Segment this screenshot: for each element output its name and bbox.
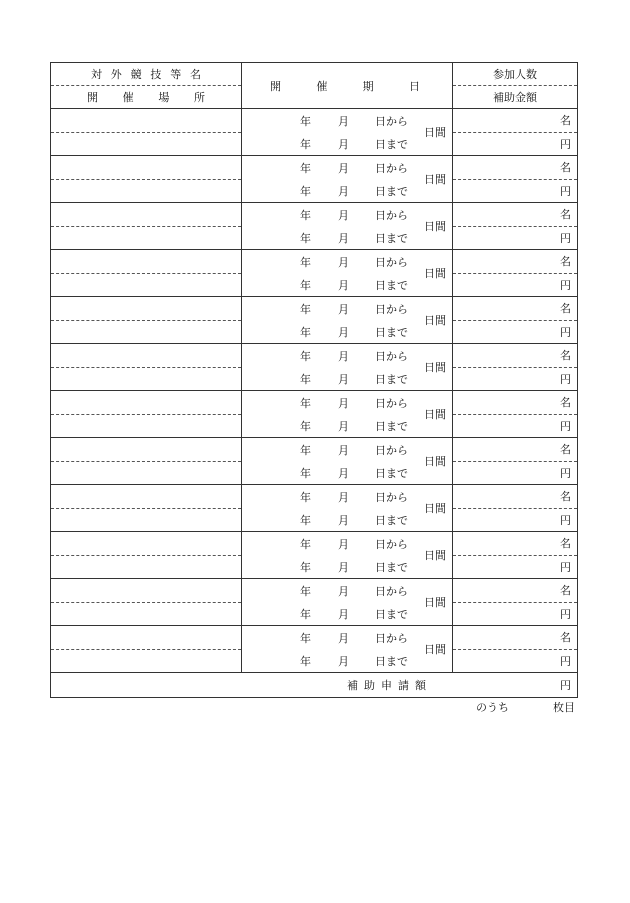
table-row [51,202,577,249]
event-name-cell[interactable] [51,485,241,509]
participants-cell[interactable] [453,344,577,368]
month-label: 月 [338,537,349,551]
yen-unit: 円 [560,278,571,292]
persons-unit: 名 [560,443,571,457]
amount-cell[interactable] [453,556,577,579]
to-label: 日まで [375,137,408,151]
year-label: 年 [300,607,311,621]
days-label: 日間 [424,596,446,609]
period-cell[interactable] [242,344,453,390]
venue-cell[interactable] [51,509,241,532]
year-label: 年 [300,560,311,574]
year-label: 年 [300,513,311,527]
days-label: 日間 [424,314,446,327]
table-row [51,578,577,625]
year-label: 年 [300,349,311,363]
table-row [51,531,577,578]
persons-unit: 名 [560,208,571,222]
from-label: 日から [375,161,408,175]
event-name-cell[interactable] [51,156,241,180]
header-period [242,63,453,108]
amount-cell[interactable] [453,462,577,485]
to-label: 日まで [375,607,408,621]
venue-cell[interactable] [51,556,241,579]
yen-unit: 円 [560,137,571,151]
event-name-cell[interactable] [51,391,241,415]
yen-unit: 円 [560,607,571,621]
participants-cell[interactable] [453,109,577,133]
persons-unit: 名 [560,161,571,175]
month-label: 月 [338,325,349,339]
table-row [51,155,577,202]
to-label: 日まで [375,560,408,574]
year-label: 年 [300,372,311,386]
from-label: 日から [375,396,408,410]
month-label: 月 [338,231,349,245]
persons-unit: 名 [560,302,571,316]
to-label: 日まで [375,278,408,292]
to-label: 日まで [375,231,408,245]
month-label: 月 [338,560,349,574]
yen-unit: 円 [560,325,571,339]
participants-cell[interactable] [453,438,577,462]
days-label: 日間 [424,173,446,186]
year-label: 年 [300,302,311,316]
yen-unit: 円 [560,231,571,245]
year-label: 年 [300,466,311,480]
month-label: 月 [338,255,349,269]
year-label: 年 [300,208,311,222]
from-label: 日から [375,302,408,316]
month-label: 月 [338,396,349,410]
days-label: 日間 [424,267,446,280]
year-label: 年 [300,184,311,198]
amount-cell[interactable] [453,227,577,250]
period-cell[interactable] [242,203,453,249]
persons-unit: 名 [560,537,571,551]
yen-unit: 円 [560,372,571,386]
period-cell[interactable] [242,485,453,531]
month-label: 月 [338,584,349,598]
event-name-cell[interactable] [51,626,241,650]
month-label: 月 [338,208,349,222]
total-unit: 円 [560,679,571,692]
days-label: 日間 [424,502,446,515]
month-label: 月 [338,372,349,386]
period-cell[interactable] [242,626,453,672]
venue-cell[interactable] [51,321,241,344]
venue-header: 開 催 場 所 [87,91,205,104]
subsidy-form-table [50,62,578,698]
yen-unit: 円 [560,184,571,198]
year-label: 年 [300,278,311,292]
amount-cell[interactable] [453,415,577,438]
month-label: 月 [338,443,349,457]
month-label: 月 [338,654,349,668]
venue-cell[interactable] [51,133,241,156]
table-row [51,390,577,437]
event-name-cell[interactable] [51,250,241,274]
venue-cell[interactable] [51,462,241,485]
from-label: 日から [375,349,408,363]
persons-unit: 名 [560,490,571,504]
persons-unit: 名 [560,114,571,128]
to-label: 日まで [375,372,408,386]
participants-cell[interactable] [453,250,577,274]
from-label: 日から [375,584,408,598]
yen-unit: 円 [560,654,571,668]
event-name-header: 対 外 競 技 等 名 [91,68,201,81]
venue-cell[interactable] [51,603,241,626]
period-cell[interactable] [242,297,453,343]
participants-cell[interactable] [453,156,577,180]
to-label: 日まで [375,184,408,198]
participants-cell[interactable] [453,626,577,650]
to-label: 日まで [375,654,408,668]
total-row [51,672,577,697]
participants-cell[interactable] [453,297,577,321]
period-cell[interactable] [242,532,453,578]
days-label: 日間 [424,361,446,374]
amount-cell[interactable] [453,650,577,673]
amount-cell[interactable] [453,321,577,344]
month-label: 月 [338,184,349,198]
page-number-suffix: 枚目 [553,701,575,714]
month-label: 月 [338,161,349,175]
table-row [51,437,577,484]
participants-cell[interactable] [453,485,577,509]
month-label: 月 [338,114,349,128]
amount-cell[interactable] [453,509,577,532]
venue-cell[interactable] [51,227,241,250]
persons-unit: 名 [560,631,571,645]
venue-cell[interactable] [51,415,241,438]
table-row [51,343,577,390]
days-label: 日間 [424,126,446,139]
year-label: 年 [300,490,311,504]
yen-unit: 円 [560,419,571,433]
from-label: 日から [375,255,408,269]
period-cell[interactable] [242,156,453,202]
from-label: 日から [375,631,408,645]
year-label: 年 [300,584,311,598]
table-row [51,484,577,531]
days-label: 日間 [424,455,446,468]
to-label: 日まで [375,419,408,433]
amount-cell[interactable] [453,274,577,297]
month-label: 月 [338,349,349,363]
year-label: 年 [300,137,311,151]
year-label: 年 [300,231,311,245]
days-label: 日間 [424,549,446,562]
persons-unit: 名 [560,584,571,598]
entry-rows [51,108,577,672]
table-row [51,249,577,296]
table-row [51,625,577,672]
event-name-cell[interactable] [51,203,241,227]
yen-unit: 円 [560,513,571,527]
persons-unit: 名 [560,255,571,269]
to-label: 日まで [375,513,408,527]
month-label: 月 [338,490,349,504]
participants-cell[interactable] [453,532,577,556]
venue-cell[interactable] [51,274,241,297]
participants-cell[interactable] [453,391,577,415]
persons-unit: 名 [560,396,571,410]
subsidy-amount-header: 補助金額 [493,91,537,104]
total-label: 補助申請額 [347,679,432,692]
year-label: 年 [300,537,311,551]
event-name-cell[interactable] [51,532,241,556]
period-cell[interactable] [242,109,453,155]
year-label: 年 [300,654,311,668]
participants-cell[interactable] [453,203,577,227]
year-label: 年 [300,114,311,128]
to-label: 日まで [375,325,408,339]
period-cell[interactable] [242,250,453,296]
from-label: 日から [375,114,408,128]
header-participants-amount [453,63,577,108]
year-label: 年 [300,255,311,269]
amount-cell[interactable] [453,180,577,203]
amount-cell[interactable] [453,603,577,626]
yen-unit: 円 [560,466,571,480]
year-label: 年 [300,396,311,410]
event-name-cell[interactable] [51,344,241,368]
year-label: 年 [300,325,311,339]
header-event-venue [51,63,242,108]
persons-unit: 名 [560,349,571,363]
venue-cell[interactable] [51,650,241,673]
from-label: 日から [375,537,408,551]
event-name-cell[interactable] [51,297,241,321]
amount-cell[interactable] [453,368,577,391]
period-cell[interactable] [242,391,453,437]
days-label: 日間 [424,408,446,421]
year-label: 年 [300,419,311,433]
event-name-cell[interactable] [51,579,241,603]
participants-header: 参加人数 [493,68,537,81]
from-label: 日から [375,490,408,504]
period-header: 開 催 期 日 [270,79,420,93]
venue-cell[interactable] [51,180,241,203]
table-header [51,63,577,108]
to-label: 日まで [375,466,408,480]
month-label: 月 [338,302,349,316]
event-name-cell[interactable] [51,438,241,462]
year-label: 年 [300,161,311,175]
period-cell[interactable] [242,579,453,625]
table-row [51,296,577,343]
year-label: 年 [300,443,311,457]
from-label: 日から [375,208,408,222]
event-name-cell[interactable] [51,109,241,133]
month-label: 月 [338,137,349,151]
month-label: 月 [338,631,349,645]
days-label: 日間 [424,643,446,656]
period-cell[interactable] [242,438,453,484]
month-label: 月 [338,419,349,433]
page-count-prefix: のうち [476,701,509,714]
venue-cell[interactable] [51,368,241,391]
month-label: 月 [338,466,349,480]
table-row [51,108,577,155]
days-label: 日間 [424,220,446,233]
month-label: 月 [338,513,349,527]
amount-cell[interactable] [453,133,577,156]
month-label: 月 [338,278,349,292]
participants-cell[interactable] [453,579,577,603]
yen-unit: 円 [560,560,571,574]
year-label: 年 [300,631,311,645]
month-label: 月 [338,607,349,621]
from-label: 日から [375,443,408,457]
